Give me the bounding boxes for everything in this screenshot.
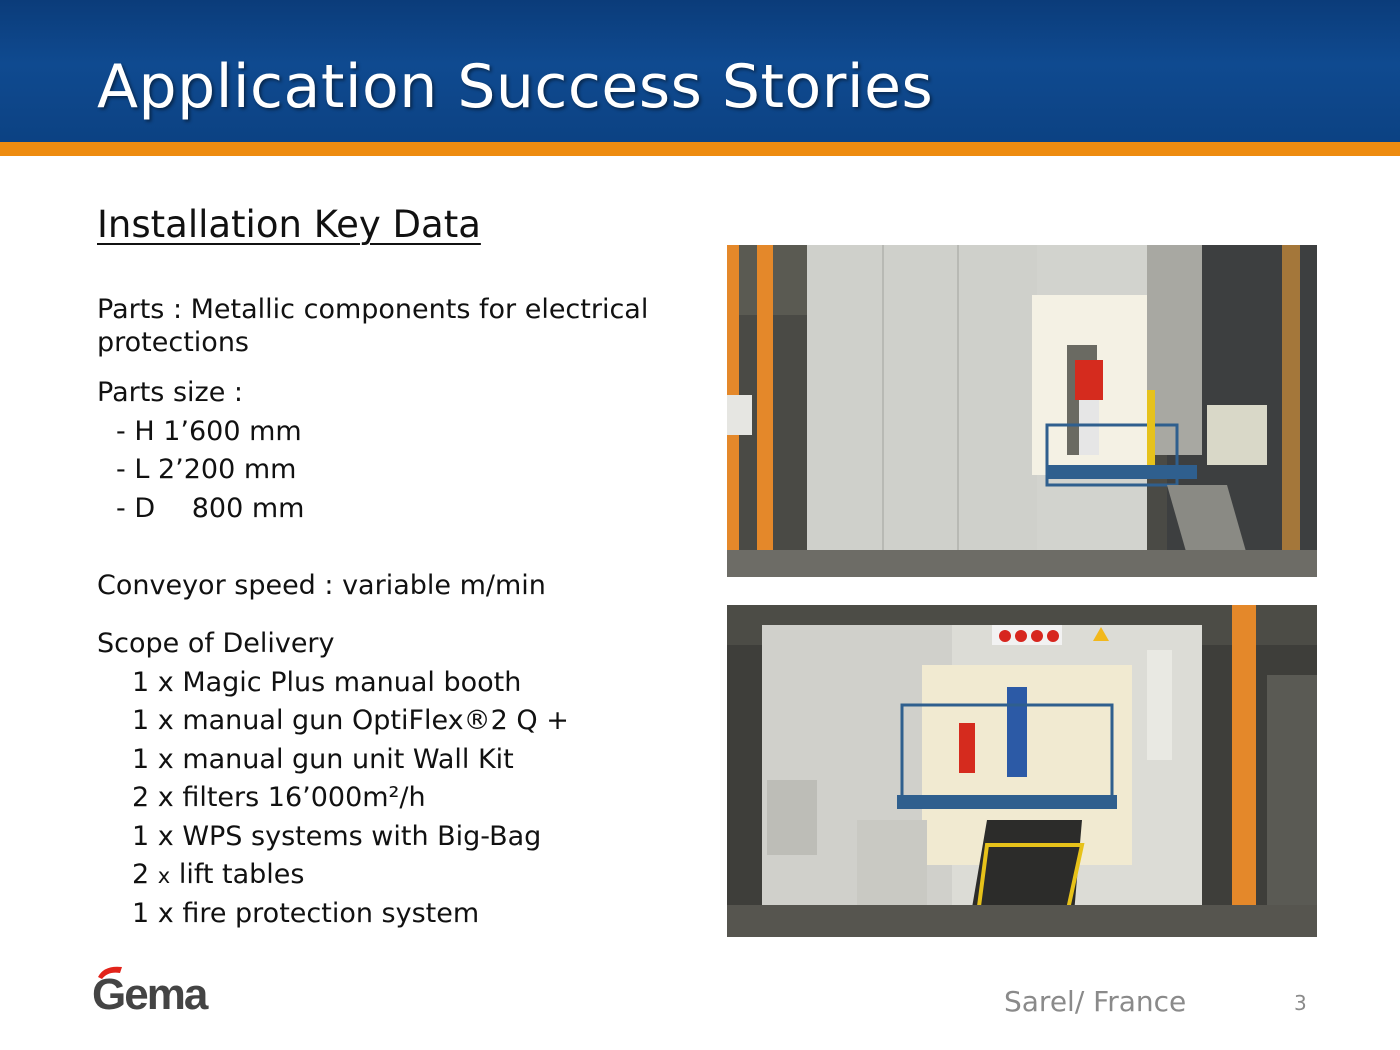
lift-qty: 2 — [132, 859, 150, 890]
scope-label: Scope of Delivery — [97, 628, 335, 659]
conveyor-speed: Conveyor speed : variable m/min — [97, 570, 546, 601]
parts-line-2: protections — [97, 327, 249, 358]
size-height — [116, 415, 302, 448]
slide-title: Application Success Stories — [97, 52, 934, 122]
parts-size-label: Parts size : — [97, 377, 243, 408]
size-value: 2’200 mm — [157, 454, 297, 485]
svg-text:Gema: Gema — [92, 970, 207, 1013]
booth-photo-2 — [727, 605, 1317, 937]
size-value: 800 mm — [191, 493, 305, 524]
lift-text: lift tables — [178, 859, 305, 890]
size-dim: - L — [116, 454, 150, 485]
parts-line-1: Parts : Metallic components for electrical — [97, 294, 649, 325]
size-value: 1’600 mm — [163, 416, 302, 447]
scope-item: 1 x manual gun unit Wall Kit — [132, 744, 514, 775]
footer-location: Sarel/ France — [1004, 985, 1187, 1018]
lift-x: x — [157, 864, 171, 888]
booth-photo-1 — [727, 245, 1317, 577]
size-dim: - D — [116, 493, 156, 524]
orange-stripe — [0, 142, 1400, 156]
section-heading: Installation Key Data — [97, 203, 481, 246]
page-number: 3 — [1294, 991, 1307, 1015]
scope-item: 1 x fire protection system — [132, 898, 480, 929]
scope-item: 1 x WPS systems with Big-Bag — [132, 821, 542, 852]
scope-item-lift-tables — [132, 858, 304, 893]
gema-logo — [88, 963, 218, 1013]
scope-item: 1 x manual gun OptiFlex®2 Q + — [132, 705, 569, 736]
size-length — [116, 453, 296, 486]
size-dim: - H — [116, 416, 155, 447]
scope-item: 1 x Magic Plus manual booth — [132, 667, 522, 698]
size-depth — [116, 492, 304, 525]
scope-item: 2 x filters 16’000m²/h — [132, 782, 426, 813]
